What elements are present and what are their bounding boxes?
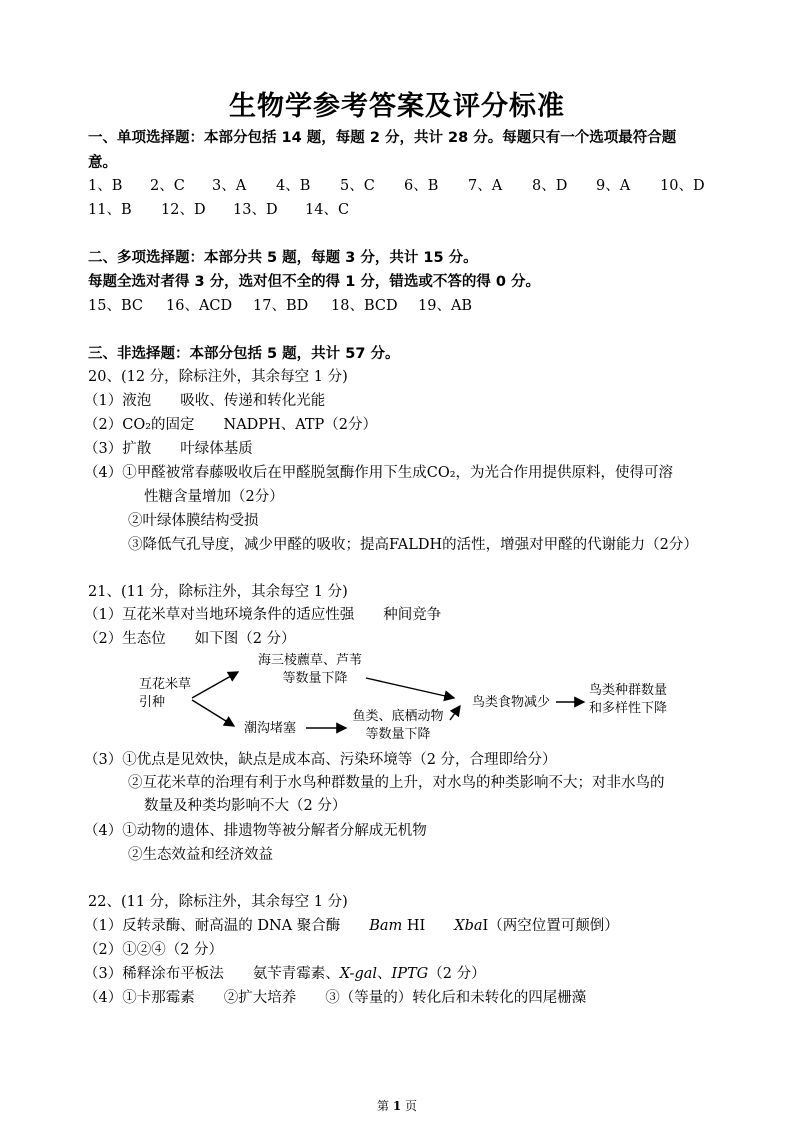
q20-answer-4-2: ②叶绿体膜结构受损: [128, 513, 259, 529]
section3-heading: 三、非选择题：本部分包括 5 题，共计 57 分。: [88, 346, 400, 362]
node-fish-benthos-sub: 等数量下降: [365, 727, 431, 742]
page-number: 第 1 页: [376, 1099, 418, 1113]
node-introduction: 互花米草: [138, 677, 192, 692]
answer: 11、B: [88, 202, 132, 218]
answer: 17、BD: [253, 298, 309, 314]
node-introduction-sub: 引种: [138, 695, 166, 710]
answer: 15、BC: [88, 298, 143, 314]
arrow-to-native-plants: [192, 672, 238, 698]
q21-header: 21、(11 分，除标注外，其余每空 1 分): [88, 584, 348, 600]
node-creek-blocked: 潮沟堵塞: [243, 721, 297, 736]
arrow-to-bird-food-bottom: [450, 706, 460, 720]
section2-heading: 二、多项选择题：本部分共 5 题，每题 3 分，共计 15 分。: [88, 250, 478, 266]
q20-answer-4: （4）①甲醛被常春藤吸收后在甲醛脱氢酶作用下生成CO₂，为光合作用提供原料，使得可溶: [84, 465, 674, 481]
answer: 19、AB: [418, 298, 473, 314]
q22-answer-1: （1）反转录酶、耐高温的 DNA 聚合酶 Bam HⅠ XbaⅠ（两空位置可颠倒）: [84, 918, 619, 934]
enzyme-xba: Xba: [454, 918, 483, 934]
page-title: 生物学参考答案及评分标准: [229, 91, 565, 122]
q21-answer-4-2: ②生态效益和经济效益: [128, 847, 273, 863]
q21-answer-4: （4）①动物的遗体、排遗物等被分解者分解成无机物: [84, 823, 427, 839]
q20-answer-2: （2）CO₂的固定 NADPH、ATP（2分）: [84, 417, 378, 433]
answer: 2、C: [150, 178, 185, 194]
answer: 12、D: [161, 202, 206, 218]
q20-answer-4-cont: 性糖含量增加（2分）: [144, 489, 284, 505]
section1-answers-row2: [88, 200, 349, 220]
node-native-plants: 海三棱藨草、芦苇: [257, 653, 363, 668]
section2-scoring-rule: 每题全选对者得 3 分，选对但不全的得 1 分，错选或不答的得 0 分。: [88, 274, 541, 290]
answer: 5、C: [340, 178, 375, 194]
arrow-to-bird-food-top: [366, 678, 454, 698]
q20-answer-1: （1）液泡 吸收、传递和转化光能: [84, 393, 326, 409]
enzyme-bam: Bam: [369, 918, 403, 934]
q20-answer-4-3: ③降低气孔导度，减少甲醛的吸收；提高FALDH的活性，增强对甲醛的代谢能力（2分）: [128, 537, 698, 553]
answer: 4、B: [276, 178, 311, 194]
reagent-xgal: X-gal: [339, 966, 378, 982]
answer: 7、A: [468, 178, 503, 194]
q21-answer-1: （1）互花米草对当地环境条件的适应性强 种间竞争: [84, 607, 442, 623]
answer: 18、BCD: [331, 298, 398, 314]
reagent-iptg: IPTG: [391, 966, 429, 982]
q20-answer-3: （3）扩散 叶绿体基质: [84, 441, 253, 457]
node-bird-food: 鸟类食物减少: [471, 695, 551, 710]
q21-answer-3-2-cont: 数量及种类均影响不大（2 分）: [144, 798, 347, 814]
q21-answer-3-2: ②互花米草的治理有利于水鸟种群数量的上升，对水鸟的种类影响不大；对非水鸟的: [128, 775, 665, 791]
answer: 6、B: [404, 178, 439, 194]
node-bird-decline-sub: 和多样性下降: [588, 701, 668, 716]
q22-answer-2: （2）①②④（2 分）: [84, 942, 224, 958]
node-bird-decline: 鸟类种群数量: [588, 683, 668, 698]
section1-heading: 一、单项选择题：本部分包括 14 题，每题 2 分，共计 28 分。每题只有一个选项最符合题: [88, 130, 677, 146]
answer: 3、A: [212, 178, 247, 194]
answer: 16、ACD: [166, 298, 233, 314]
section2-answers: [88, 296, 472, 316]
answer: 9、A: [596, 178, 631, 194]
answer: 8、D: [532, 178, 568, 194]
q21-answer-3: （3）①优点是见效快，缺点是成本高、污染环境等（2 分，合理即给分）: [84, 752, 557, 768]
q22-answer-3: （3）稀释涂布平板法 氨苄青霉素、X-gal、IPTG（2 分）: [84, 966, 486, 982]
q22-header: 22、(11 分，除标注外，其余每空 1 分): [88, 894, 348, 910]
q20-header: 20、(12 分，除标注外，其余每空 1 分): [88, 369, 348, 385]
answer: 1、B: [88, 178, 123, 194]
answer: 14、C: [305, 202, 350, 218]
answer: 10、D: [660, 178, 705, 194]
section1-answers-row1: [88, 176, 705, 196]
node-fish-benthos: 鱼类、底栖动物: [352, 709, 444, 724]
causal-flow-diagram: [120, 648, 700, 744]
q21-answer-2: （2）生态位 如下图（2 分）: [84, 631, 296, 647]
arrow-to-creek-blocked: [192, 700, 234, 726]
node-native-plants-sub: 等数量下降: [282, 671, 348, 686]
q22-answer-4: （4）①卡那霉素 ②扩大培养 ③（等量的）转化后和未转化的四尾栅藻: [84, 990, 587, 1006]
section1-heading-cont: 意。: [88, 155, 117, 171]
answer: 13、D: [233, 202, 278, 218]
